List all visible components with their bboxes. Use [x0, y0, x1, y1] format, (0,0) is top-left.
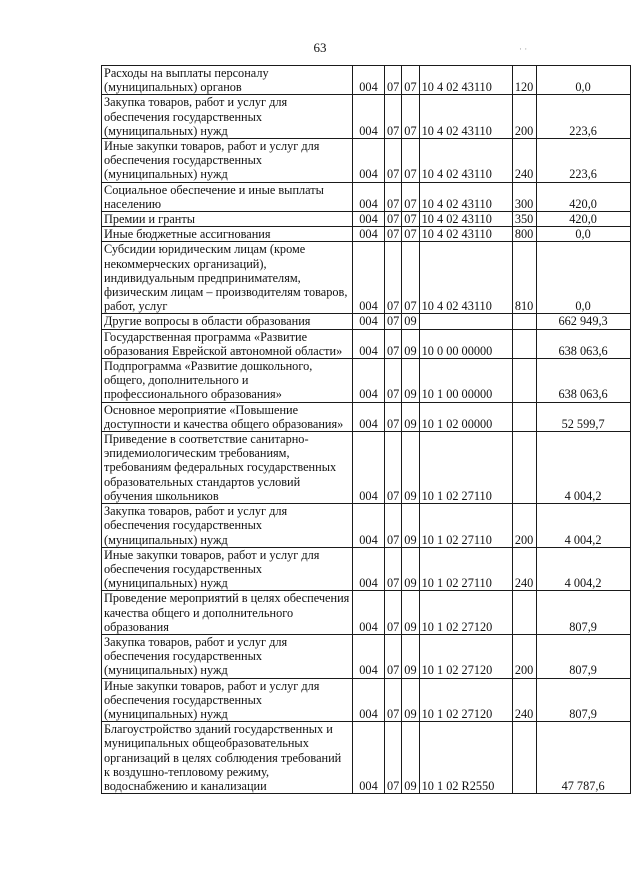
table-row: [102, 242, 631, 314]
section-code-cell: 07: [385, 66, 402, 95]
section-code-cell: 07: [385, 547, 402, 591]
subsection-code-cell: 07: [402, 242, 419, 314]
target-article-cell: 10 1 02 27110: [419, 504, 512, 548]
amount-cell: 807,9: [536, 634, 630, 678]
ministry-code-cell: 004: [353, 95, 385, 139]
target-article-cell: 10 1 02 27120: [419, 634, 512, 678]
expense-type-cell: 240: [512, 139, 536, 183]
ministry-code-cell: 004: [353, 139, 385, 183]
section-code-cell: 07: [385, 227, 402, 242]
expense-type-cell: [512, 432, 536, 504]
ministry-code-cell: 004: [353, 66, 385, 95]
expense-type-cell: 240: [512, 547, 536, 591]
target-article-cell: 10 4 02 43110: [419, 242, 512, 314]
ministry-code-cell: 004: [353, 314, 385, 329]
section-code-cell: 07: [385, 678, 402, 722]
table-row: [102, 182, 631, 211]
budget-name-cell: Другие вопросы в области образования: [102, 314, 353, 329]
subsection-code-cell: 09: [402, 634, 419, 678]
expense-type-cell: 350: [512, 212, 536, 227]
ministry-code-cell: 004: [353, 359, 385, 403]
ministry-code-cell: 004: [353, 547, 385, 591]
target-article-cell: 10 4 02 43110: [419, 66, 512, 95]
budget-name-cell: Проведение мероприятий в целях обеспечения качества общего и дополнительного образования: [102, 591, 353, 635]
budget-name-cell: Премии и гранты: [102, 212, 353, 227]
section-code-cell: 07: [385, 722, 402, 794]
subsection-code-cell: 07: [402, 95, 419, 139]
budget-table-body: [102, 66, 631, 794]
subsection-code-cell: 09: [402, 432, 419, 504]
page-number: 63: [313, 40, 327, 55]
expense-type-cell: [512, 722, 536, 794]
budget-name-cell: Закупка товаров, работ и услуг для обеспечения государственных (муниципальных) нужд: [102, 95, 353, 139]
amount-cell: 52 599,7: [536, 402, 630, 431]
amount-cell: 0,0: [536, 242, 630, 314]
subsection-code-cell: 09: [402, 402, 419, 431]
section-code-cell: 07: [385, 242, 402, 314]
amount-cell: 0,0: [536, 227, 630, 242]
ministry-code-cell: 004: [353, 212, 385, 227]
budget-name-cell: Иные закупки товаров, работ и услуг для обеспечения государственных (муниципальных) нужд: [102, 139, 353, 183]
section-code-cell: 07: [385, 139, 402, 183]
amount-cell: 4 004,2: [536, 504, 630, 548]
subsection-code-cell: 09: [402, 591, 419, 635]
subsection-code-cell: 09: [402, 722, 419, 794]
scan-mark: · ·: [519, 44, 528, 54]
section-code-cell: 07: [385, 359, 402, 403]
ministry-code-cell: 004: [353, 722, 385, 794]
subsection-code-cell: 07: [402, 227, 419, 242]
target-article-cell: [419, 314, 512, 329]
section-code-cell: 07: [385, 634, 402, 678]
ministry-code-cell: 004: [353, 402, 385, 431]
budget-name-cell: Основное мероприятие «Повышение доступности и качества общего образования»: [102, 402, 353, 431]
table-row: [102, 212, 631, 227]
budget-name-cell: Закупка товаров, работ и услуг для обеспечения государственных (муниципальных) нужд: [102, 634, 353, 678]
table-row: [102, 722, 631, 794]
budget-name-cell: Иные закупки товаров, работ и услуг для обеспечения государственных (муниципальных) нужд: [102, 678, 353, 722]
target-article-cell: 10 4 02 43110: [419, 212, 512, 227]
target-article-cell: 10 1 02 R2550: [419, 722, 512, 794]
amount-cell: 662 949,3: [536, 314, 630, 329]
budget-name-cell: Социальное обеспечение и иные выплаты населению: [102, 182, 353, 211]
section-code-cell: 07: [385, 212, 402, 227]
table-row: [102, 678, 631, 722]
expense-type-cell: 200: [512, 95, 536, 139]
amount-cell: 638 063,6: [536, 359, 630, 403]
subsection-code-cell: 09: [402, 678, 419, 722]
expense-type-cell: 120: [512, 66, 536, 95]
ministry-code-cell: 004: [353, 678, 385, 722]
subsection-code-cell: 09: [402, 359, 419, 403]
target-article-cell: 10 1 02 27120: [419, 591, 512, 635]
amount-cell: 807,9: [536, 678, 630, 722]
table-row: [102, 591, 631, 635]
target-article-cell: 10 1 00 00000: [419, 359, 512, 403]
section-code-cell: 07: [385, 432, 402, 504]
ministry-code-cell: 004: [353, 634, 385, 678]
budget-name-cell: Подпрограмма «Развитие дошкольного, общего, дополнительного и профессионального образования»: [102, 359, 353, 403]
amount-cell: 4 004,2: [536, 547, 630, 591]
amount-cell: 47 787,6: [536, 722, 630, 794]
amount-cell: 420,0: [536, 182, 630, 211]
target-article-cell: 10 0 00 00000: [419, 329, 512, 358]
amount-cell: 0,0: [536, 66, 630, 95]
section-code-cell: 07: [385, 504, 402, 548]
budget-name-cell: Иные бюджетные ассигнования: [102, 227, 353, 242]
table-row: [102, 314, 631, 329]
target-article-cell: 10 1 02 27110: [419, 547, 512, 591]
expense-type-cell: 810: [512, 242, 536, 314]
ministry-code-cell: 004: [353, 182, 385, 211]
subsection-code-cell: 09: [402, 547, 419, 591]
budget-name-cell: Закупка товаров, работ и услуг для обеспечения государственных (муниципальных) нужд: [102, 504, 353, 548]
section-code-cell: 07: [385, 591, 402, 635]
section-code-cell: 07: [385, 329, 402, 358]
expense-type-cell: 240: [512, 678, 536, 722]
subsection-code-cell: 07: [402, 182, 419, 211]
table-row: [102, 402, 631, 431]
subsection-code-cell: 07: [402, 66, 419, 95]
subsection-code-cell: 09: [402, 314, 419, 329]
subsection-code-cell: 09: [402, 504, 419, 548]
budget-name-cell: Субсидии юридическим лицам (кроме некоммерческих организаций), индивидуальным предпринимателям, физическим лицам – производителям товаров, работ, услуг: [102, 242, 353, 314]
table-row: [102, 504, 631, 548]
expense-type-cell: 300: [512, 182, 536, 211]
budget-table: [101, 65, 631, 794]
amount-cell: 4 004,2: [536, 432, 630, 504]
target-article-cell: 10 4 02 43110: [419, 139, 512, 183]
table-row: [102, 227, 631, 242]
ministry-code-cell: 004: [353, 227, 385, 242]
ministry-code-cell: 004: [353, 432, 385, 504]
ministry-code-cell: 004: [353, 591, 385, 635]
amount-cell: 420,0: [536, 212, 630, 227]
ministry-code-cell: 004: [353, 242, 385, 314]
budget-name-cell: Государственная программа «Развитие образования Еврейской автономной области»: [102, 329, 353, 358]
expense-type-cell: 200: [512, 634, 536, 678]
section-code-cell: 07: [385, 314, 402, 329]
amount-cell: 807,9: [536, 591, 630, 635]
amount-cell: 223,6: [536, 139, 630, 183]
budget-name-cell: Расходы на выплаты персоналу (муниципальных) органов: [102, 66, 353, 95]
target-article-cell: 10 1 02 27110: [419, 432, 512, 504]
budget-name-cell: Приведение в соответствие санитарно-эпидемиологическим требованиям, требованиям федеральных государственных образовательных стандартов условий обучения школьников: [102, 432, 353, 504]
expense-type-cell: [512, 314, 536, 329]
target-article-cell: 10 4 02 43110: [419, 182, 512, 211]
ministry-code-cell: 004: [353, 329, 385, 358]
budget-name-cell: Иные закупки товаров, работ и услуг для обеспечения государственных (муниципальных) нужд: [102, 547, 353, 591]
section-code-cell: 07: [385, 95, 402, 139]
target-article-cell: 10 1 02 00000: [419, 402, 512, 431]
expense-type-cell: [512, 402, 536, 431]
expense-type-cell: 200: [512, 504, 536, 548]
table-row: [102, 95, 631, 139]
ministry-code-cell: 004: [353, 504, 385, 548]
expense-type-cell: [512, 591, 536, 635]
table-row: [102, 547, 631, 591]
amount-cell: 638 063,6: [536, 329, 630, 358]
target-article-cell: 10 1 02 27120: [419, 678, 512, 722]
expense-type-cell: [512, 329, 536, 358]
target-article-cell: 10 4 02 43110: [419, 95, 512, 139]
target-article-cell: 10 4 02 43110: [419, 227, 512, 242]
table-row: [102, 329, 631, 358]
table-row: [102, 66, 631, 95]
amount-cell: 223,6: [536, 95, 630, 139]
budget-name-cell: Благоустройство зданий государственных и муниципальных общеобразовательных организаций в целях соблюдения требований к воздушно-тепловому режиму, водоснабжению и канализации: [102, 722, 353, 794]
subsection-code-cell: 07: [402, 139, 419, 183]
table-row: [102, 634, 631, 678]
expense-type-cell: [512, 359, 536, 403]
table-row: [102, 432, 631, 504]
subsection-code-cell: 07: [402, 212, 419, 227]
section-code-cell: 07: [385, 182, 402, 211]
section-code-cell: 07: [385, 402, 402, 431]
subsection-code-cell: 09: [402, 329, 419, 358]
expense-type-cell: 800: [512, 227, 536, 242]
table-row: [102, 359, 631, 403]
table-row: [102, 139, 631, 183]
